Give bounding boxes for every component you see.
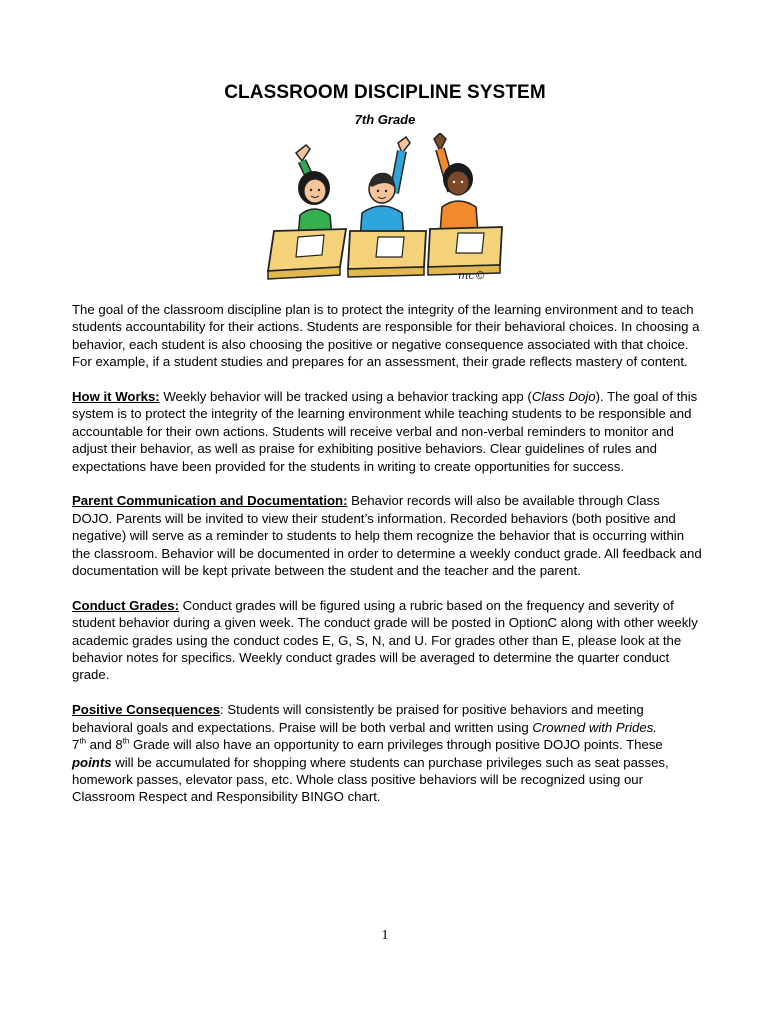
- page-title: CLASSROOM DISCIPLINE SYSTEM: [224, 82, 546, 103]
- intro-paragraph: The goal of the classroom discipline plan is to protect the integrity of the learning environment and to teach students accountability for their actions. Students are responsible for their behavioral choices. In choosing a behavior, each student is also choosing the positive or negative consequence associated with that choice. For example, if a student studies and prepares for an assessment, their grade reflects mastery of content.: [72, 302, 700, 370]
- points-emphasis: points: [72, 754, 112, 770]
- program-name: Crowned with Prides.: [532, 719, 657, 735]
- parent-communication-heading: Parent Communication and Documentation:: [72, 493, 348, 509]
- student-right-figure: [434, 133, 478, 233]
- positive-consequences-heading: Positive Consequences: [72, 702, 221, 718]
- conduct-grades-paragraph: Conduct Grades: Conduct grades will be figured using a rubric based on the frequency and severity of student behavior during a given week. The conduct grade will be posted in OptionC along with other weekly academic grades using the conduct codes E, G, S, N, and U. For grades other than E, please look at the behavior notes for specifics. Weekly conduct grades will be averaged to determine the quarter conduct grade.: [72, 597, 698, 683]
- classroom-students-illustration: [262, 133, 508, 283]
- page-number: 1: [381, 928, 389, 943]
- app-name: Class Dojo: [531, 389, 596, 405]
- document-body: [72, 301, 702, 823]
- parent-communication-paragraph: Parent Communication and Documentation: Behavior records will also be available through Class DOJO. Parents will be invited to view their student’s information. Recorded behaviors (both positive and negative) will serve as a reminder to students to help them recognize the behavior that is occurring within the classroom. Behavior will be documented in order to determine a weekly conduct grade. All feedback and documentation will be kept private between the student and the teacher and the parent.: [72, 493, 702, 579]
- conduct-grades-heading: Conduct Grades:: [72, 597, 179, 613]
- how-it-works-heading: How it Works:: [72, 389, 160, 405]
- student-left-figure: [296, 145, 332, 237]
- illustrator-signature: mc©: [458, 269, 486, 282]
- student-middle-figure: [360, 137, 410, 245]
- positive-consequences-paragraph: Positive Consequences: Students will consistently be praised for positive behaviors and meeting behavioral goals and expectations. Praise will be both verbal and written using Crowned with Prides. 7th and 8th Grade will also have an opportunity to earn privileges through positive DOJO points. These points will be accumulated for shopping where students can purchase privileges such as seat passes, homework passes, elevator pass, etc. Whole class positive behaviors will be recognized using our Classroom Respect and Responsibility BINGO chart.: [72, 702, 669, 805]
- how-it-works-paragraph: How it Works: Weekly behavior will be tracked using a behavior tracking app (Class Dojo). The goal of this system is to protect the integrity of the learning environment while teaching students to be responsible and accountable for their own actions. Students will receive verbal and non-verbal reminders to monitor and adjust their behavior, as well as praise for exhibiting positive behaviors. Clear guidelines of rules and expectations have been provided for the students in writing to create opportunities for success.: [72, 389, 698, 474]
- page-subtitle: 7th Grade: [354, 112, 416, 127]
